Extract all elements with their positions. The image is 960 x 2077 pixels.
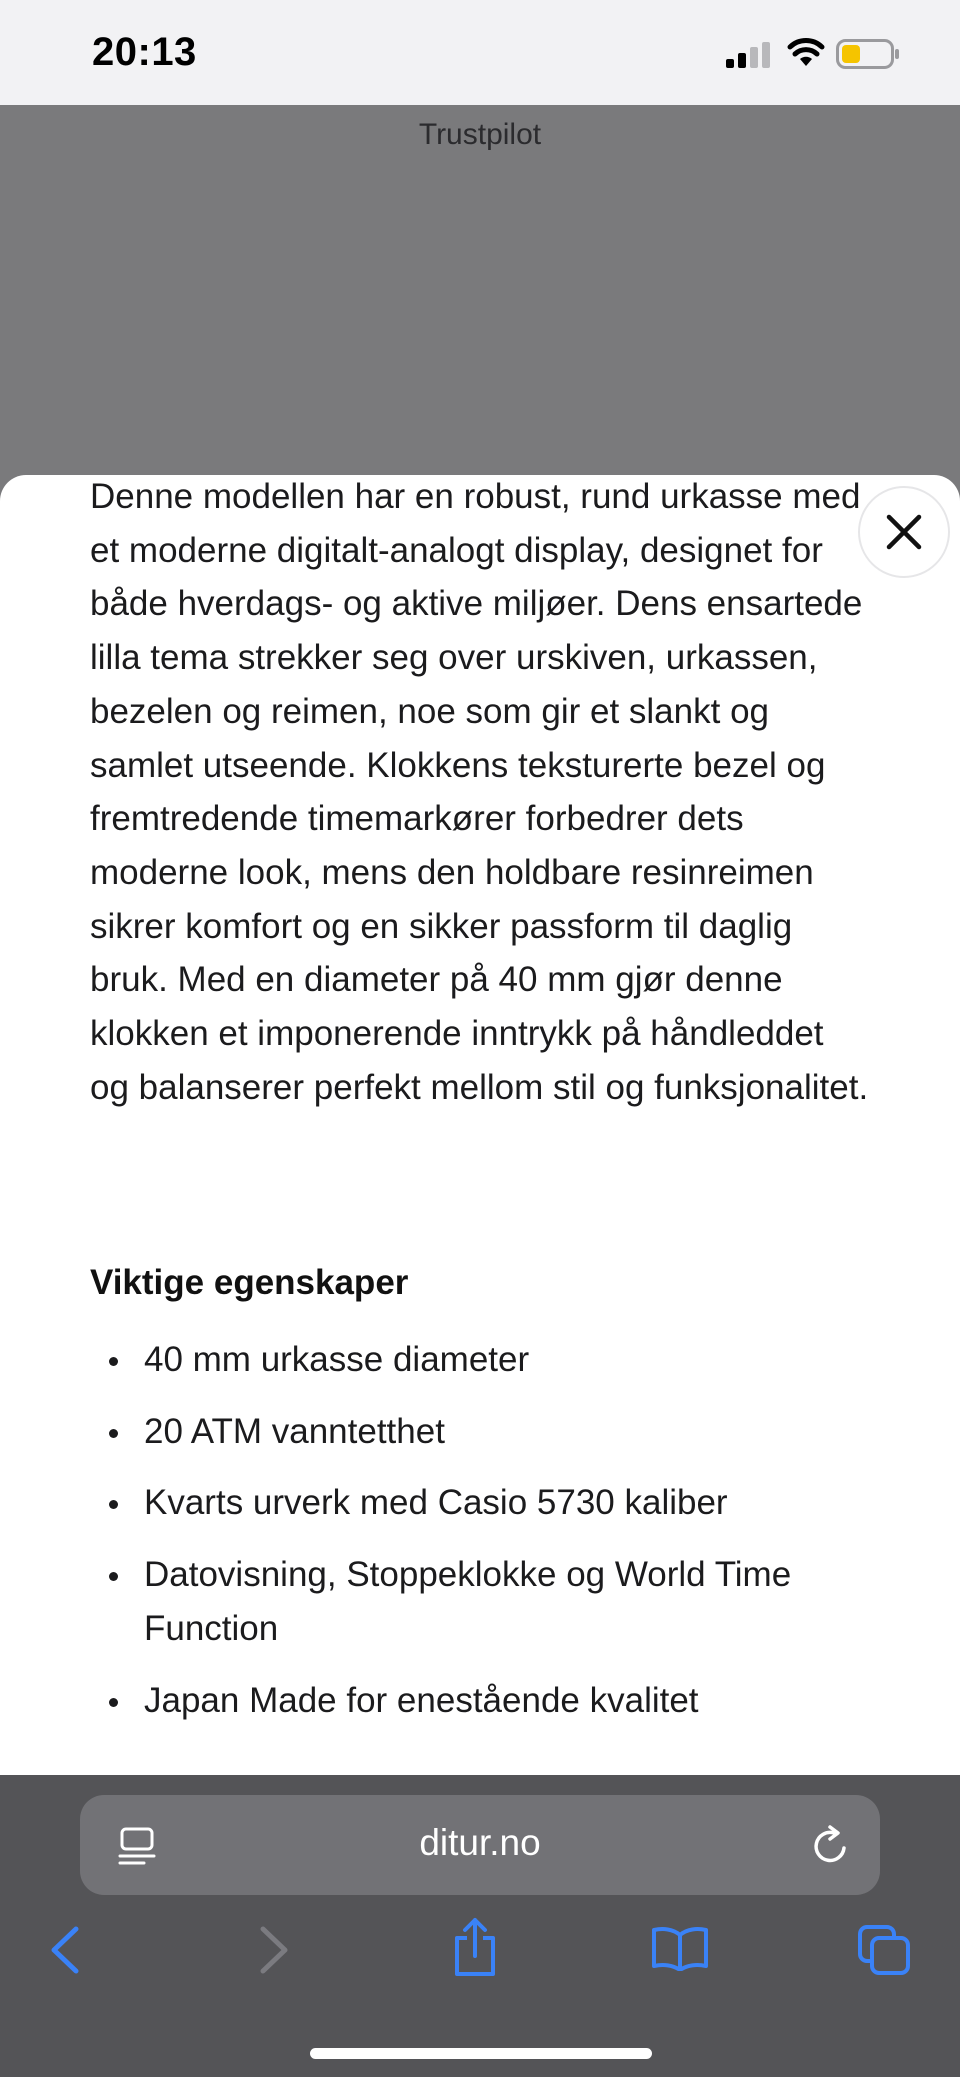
feature-item: Datovisning, Stoppeklokke og World Time Function bbox=[90, 1548, 880, 1655]
product-description: Denne modellen har en robust, rund urkasse med et moderne digitalt-analogt display, designet for både hverdags- og aktive miljøer. Dens ensartede lilla tema strekker seg over urskiven, urkassen, bezelen og reimen, noe som gir et slankt og samlet utseende. Klokkens teksturerte bezel og fremtredende timemarkører forbedrer dets moderne look, mens den holdbare resinreimen sikrer komfort og en sikker passform til daglig bruk. Med en diameter på 40 mm gjør denne klokken et imponerende inntrykk på håndleddet og balanserer perfekt mellom stil og funksjonalitet. bbox=[90, 477, 869, 1107]
share-icon[interactable] bbox=[451, 1916, 499, 1978]
tabs-icon[interactable] bbox=[857, 1924, 911, 1976]
reload-icon[interactable] bbox=[808, 1824, 852, 1868]
back-icon[interactable] bbox=[48, 1925, 84, 1975]
status-time: 20:13 bbox=[92, 30, 197, 74]
trustpilot-label: Trustpilot bbox=[418, 118, 542, 151]
features-heading: Viktige egenskaper bbox=[90, 1263, 409, 1302]
battery-icon bbox=[836, 38, 900, 70]
feature-item: 40 mm urkasse diameter bbox=[90, 1333, 880, 1387]
home-indicator bbox=[310, 2048, 652, 2059]
feature-list bbox=[90, 1333, 880, 1745]
feature-item: Kvarts urverk med Casio 5730 kaliber bbox=[90, 1476, 880, 1530]
feature-item: 20 ATM vanntetthet bbox=[90, 1405, 880, 1459]
status-bar bbox=[0, 0, 960, 105]
close-button[interactable] bbox=[858, 486, 950, 578]
url-text[interactable]: ditur.no bbox=[419, 1822, 541, 1863]
bookmarks-icon[interactable] bbox=[651, 1925, 709, 1971]
close-icon bbox=[886, 514, 922, 550]
feature-item: Japan Made for enestående kvalitet bbox=[90, 1674, 880, 1728]
forward-icon[interactable] bbox=[255, 1925, 291, 1975]
cellular-signal-icon bbox=[726, 42, 772, 68]
wifi-icon bbox=[787, 36, 825, 68]
